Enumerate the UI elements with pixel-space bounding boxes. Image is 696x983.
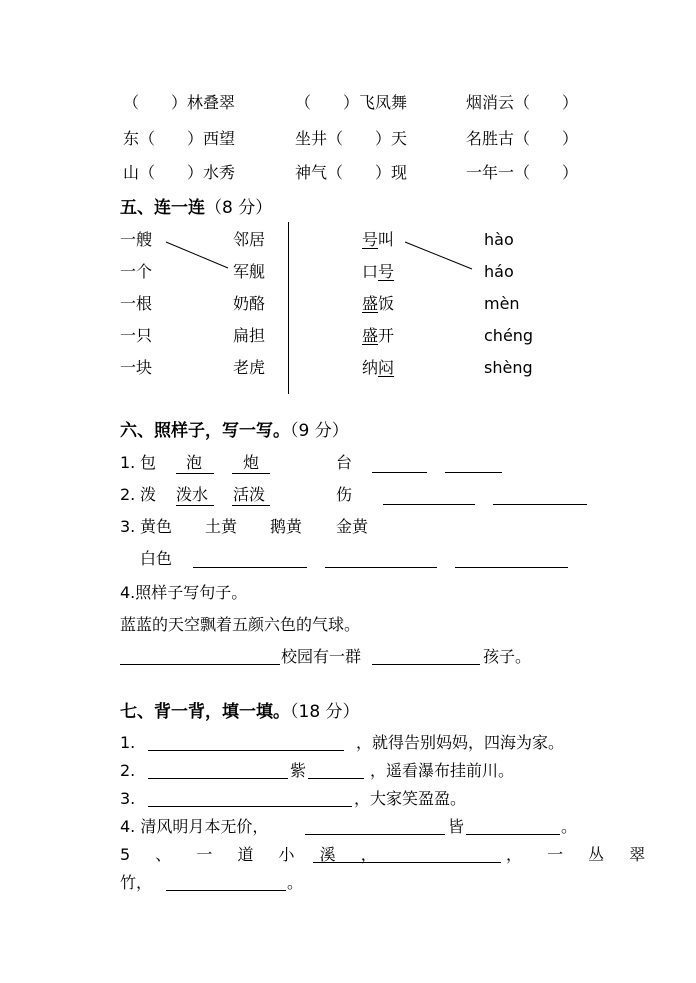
q6-4-blank-2[interactable] — [372, 664, 480, 665]
measure-word-5: 一块 — [120, 358, 153, 377]
idiom-2-1: 东（ ）西望 — [123, 129, 236, 148]
q6-1-number: 1. — [120, 453, 136, 472]
q6-2-blank-1[interactable] — [383, 504, 475, 505]
q7-5-end: 。 — [287, 873, 304, 892]
example-line-left — [166, 242, 228, 268]
q6-1-underline-2 — [232, 473, 270, 474]
idiom-3-2: 神气（ ）现 — [295, 163, 408, 182]
idiom-2-2: 坐井（ ）天 — [295, 129, 408, 148]
idiom-2-3: 名胜古（ ） — [466, 129, 579, 148]
q7-2-blank-1[interactable] — [148, 778, 288, 779]
section-7-heading — [120, 701, 360, 723]
q7-2-number: 2. — [120, 761, 136, 780]
q7-4-blank-1[interactable] — [305, 834, 445, 835]
q6-2-blank-2[interactable] — [493, 504, 587, 505]
q6-2-char: 泼 — [140, 485, 157, 504]
q7-5-c: 竹， — [120, 873, 153, 892]
q6-1-blank-2[interactable] — [445, 472, 502, 473]
q6-3-item-1: 黄色 — [140, 517, 173, 536]
q6-2-underline-1 — [176, 505, 214, 506]
noun-2: 军舰 — [233, 262, 266, 281]
section-6-title: 六、照样子，写一写。 — [120, 421, 290, 441]
q6-2-char-2: 伤 — [336, 485, 353, 504]
q6-2-underline-2 — [232, 505, 270, 506]
q7-2-blank-2[interactable] — [308, 778, 364, 779]
pinyin-1: hào — [484, 230, 514, 249]
q7-2-mid: 紫 — [290, 761, 307, 780]
measure-word-1: 一艘 — [120, 230, 153, 249]
q6-4-end: 孩子。 — [483, 647, 532, 666]
q7-5-b: ， 一 丛 翠 — [506, 845, 656, 864]
q6-3-item-3: 鹅黄 — [270, 517, 303, 536]
q7-4-blank-2[interactable] — [466, 834, 560, 835]
q6-3-blank-1[interactable] — [193, 567, 307, 568]
q6-1-underline-1 — [176, 473, 214, 474]
q6-3-blank-3[interactable] — [455, 567, 568, 568]
pinyin-4: chéng — [484, 326, 534, 345]
pinyin-5: shèng — [484, 358, 533, 377]
poly-word-3: 盛饭 — [362, 294, 395, 313]
noun-5: 老虎 — [233, 358, 266, 377]
section-5-score: （8 分） — [205, 198, 273, 218]
q7-1-blank[interactable] — [148, 750, 344, 751]
noun-4: 扁担 — [233, 326, 266, 345]
q6-4-mid: 校园有一群 — [281, 647, 362, 666]
poly-word-1: 号叫 — [362, 230, 395, 249]
poly-word-4: 盛开 — [362, 326, 395, 345]
q7-5-blank-1[interactable] — [313, 862, 501, 863]
section-6-score: （9 分） — [290, 421, 349, 441]
pinyin-2: háo — [484, 262, 514, 281]
q6-2-word-1: 泼水 — [176, 485, 209, 504]
q7-3-blank[interactable] — [148, 806, 352, 807]
idiom-3-3: 一年一（ ） — [466, 163, 579, 182]
q6-2-word-2: 活泼 — [233, 485, 266, 504]
measure-word-3: 一根 — [120, 294, 153, 313]
idiom-1-1: （ ）林叠翠 — [123, 93, 236, 112]
section-6-heading — [120, 420, 349, 442]
q6-4-blank-1[interactable] — [120, 664, 280, 665]
q6-2-number: 2. — [120, 485, 136, 504]
q6-1-char-2: 台 — [336, 453, 353, 472]
q6-1-word-2: 炮 — [243, 453, 260, 472]
measure-word-4: 一只 — [120, 326, 153, 345]
q6-1-char: 包 — [140, 453, 157, 472]
section-7-score: （18 分） — [290, 702, 360, 722]
poly-word-5: 纳闷 — [362, 358, 395, 377]
q7-3-text: ，大家笑盈盈。 — [354, 789, 467, 808]
q6-1-blank-1[interactable] — [372, 472, 427, 473]
q7-5-a: 5 、 一 道 小 溪 ， — [120, 845, 387, 864]
pinyin-3: mèn — [484, 294, 520, 313]
example-line-right — [405, 242, 472, 269]
q7-3-number: 3. — [120, 789, 136, 808]
q7-4-end: 。 — [561, 817, 578, 836]
q6-4-label: 4.照样子写句子。 — [120, 583, 248, 602]
noun-1: 邻居 — [233, 230, 266, 249]
idiom-1-2: （ ）飞凤舞 — [295, 93, 408, 112]
idiom-1-3: 烟消云（ ） — [466, 93, 579, 112]
q6-3-char-2: 白色 — [140, 549, 173, 568]
measure-word-2: 一个 — [120, 262, 153, 281]
idiom-3-1: 山（ ）水秀 — [123, 163, 236, 182]
section-7-title: 七、背一背，填一填。 — [120, 702, 290, 722]
q6-1-word-1: 泡 — [186, 453, 203, 472]
q6-4-example: 蓝蓝的天空飘着五颜六色的气球。 — [120, 615, 361, 634]
q7-2-text: ，遥看瀑布挂前川。 — [370, 761, 515, 780]
q6-3-number: 3. — [120, 517, 136, 536]
q7-1-number: 1. — [120, 733, 136, 752]
q7-4-mid: 皆 — [448, 817, 465, 836]
q6-3-item-2: 土黄 — [205, 517, 238, 536]
q7-1-text: ，就得告别妈妈，四海为家。 — [356, 733, 565, 752]
q6-3-blank-2[interactable] — [325, 567, 437, 568]
noun-3: 奶酪 — [233, 294, 266, 313]
q7-4-pre: 4. 清风明月本无价， — [120, 817, 269, 836]
section-5-title: 五、连一连 — [120, 198, 205, 218]
q7-5-blank-2[interactable] — [166, 890, 286, 891]
q6-3-item-4: 金黄 — [336, 517, 369, 536]
poly-word-2: 口号 — [362, 262, 395, 281]
